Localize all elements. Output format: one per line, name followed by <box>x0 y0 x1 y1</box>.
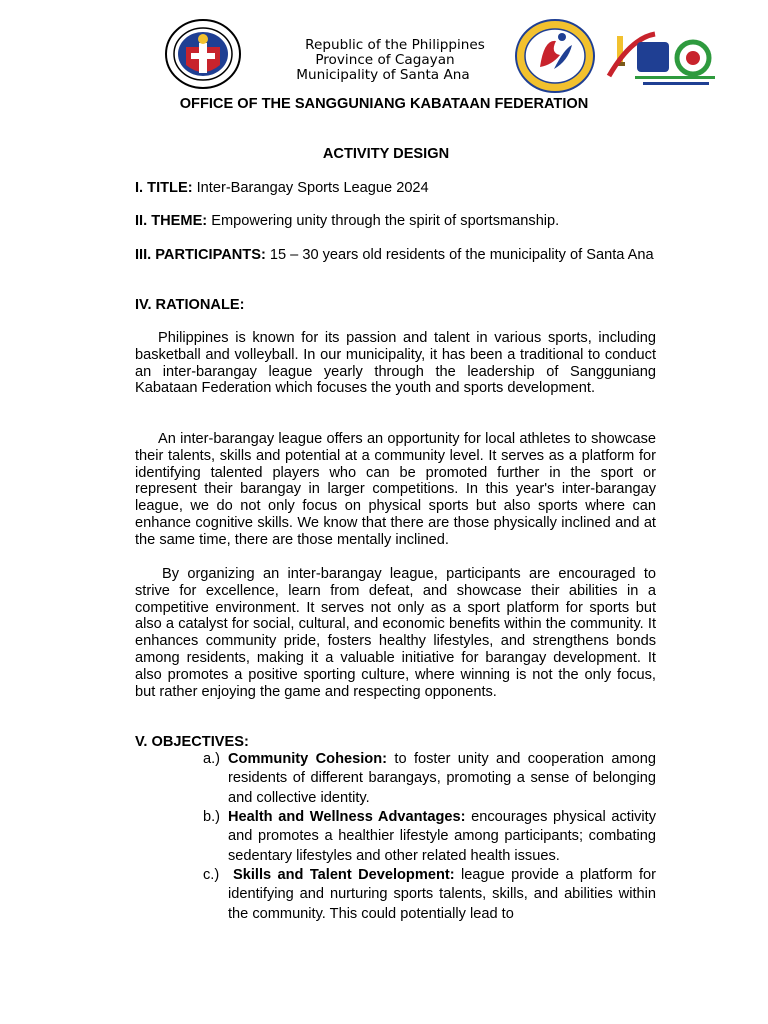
participants-value: 15 – 30 years old residents of the municipality of Santa Ana <box>269 247 654 263</box>
objective-item <box>228 866 656 924</box>
header-republic: Republic of the Philippines <box>305 37 485 53</box>
sk-federation-seal-logo <box>514 19 596 93</box>
objective-title: Skills and Talent Development: <box>233 867 455 883</box>
rationale-paragraph-3: By organizing an inter-barangay league, participants are encouraged to strive for excellence, learn from defeat, and showcase their abilities in a competitive environment. It serves not only as a sport platform for sports but also a catalyst for social, cultural, and economic benefits within the community. It enhances community pride, fosters healthy lifestyles, and strengthens bonds among residents, making it a valuable initiative for barangay development. It also promotes a positive sporting culture, where winning is not the only focus, but rather enjoying the game and respecting opponents. <box>135 566 656 700</box>
theme-value: Empowering unity through the spirit of sportsmanship. <box>211 213 560 229</box>
office-heading: OFFICE OF THE SANGGUNIANG KABATAAN FEDERATION <box>179 96 589 112</box>
title-line <box>135 180 656 197</box>
objective-title: Community Cohesion: <box>228 751 387 767</box>
title-label: I. TITLE: <box>135 180 193 196</box>
participants-line <box>135 247 656 264</box>
participants-label: III. PARTICIPANTS: <box>135 247 266 263</box>
objective-title: Health and Wellness Advantages: <box>228 809 466 825</box>
rationale-paragraph-2: An inter-barangay league offers an opportunity for local athletes to showcase their talents, skills and potential at a community level. It serves as a platform for identifying talented players who can be promoted further in the sport or represent their barangay in larger competitions. In this year's inter-barangay league, we do not only focus on physical sports but also sports where can enhance cognitive skills. We know that there are those physically inclined and at the same time, there are those mentally inclined. <box>135 431 656 548</box>
header-province: Province of Cagayan <box>315 52 455 68</box>
objectives-heading: V. OBJECTIVES: <box>135 734 249 750</box>
objective-marker: b.) <box>203 809 221 825</box>
title-value: Inter-Barangay Sports League 2024 <box>196 180 429 196</box>
ydo-logo <box>603 24 731 92</box>
theme-label: II. THEME: <box>135 213 208 229</box>
activity-design-heading: ACTIVITY DESIGN <box>322 146 450 162</box>
objective-item <box>228 750 656 808</box>
rationale-heading: IV. RATIONALE: <box>135 297 245 313</box>
municipal-seal-logo <box>164 19 242 89</box>
theme-line <box>135 213 656 230</box>
objective-marker: c.) <box>203 867 220 883</box>
objective-text: encourages physical activity and promotes a healthier lifestyle among participants; combating sedentary lifestyles and other related health issues. <box>228 809 656 864</box>
objective-text: to foster unity and cooperation among residents of different barangays, promoting a sense of belonging and collective identity. <box>228 751 657 806</box>
objective-item <box>228 808 656 866</box>
objective-marker: a.) <box>203 751 221 767</box>
rationale-paragraph-1: Philippines is known for its passion and talent in various sports, including basketball and volleyball. In our municipality, it has been a traditional to conduct an inter-barangay league yearly through the leadership of Sangguniang Kabataan Federation which focuses the youth and sports development. <box>135 330 656 397</box>
objective-text: league provide a platform for identifying and nurturing sports talents, skills, and abilities within the community. This could potentially lead to <box>228 867 656 922</box>
header-municipality: Municipality of Santa Ana <box>296 67 470 83</box>
